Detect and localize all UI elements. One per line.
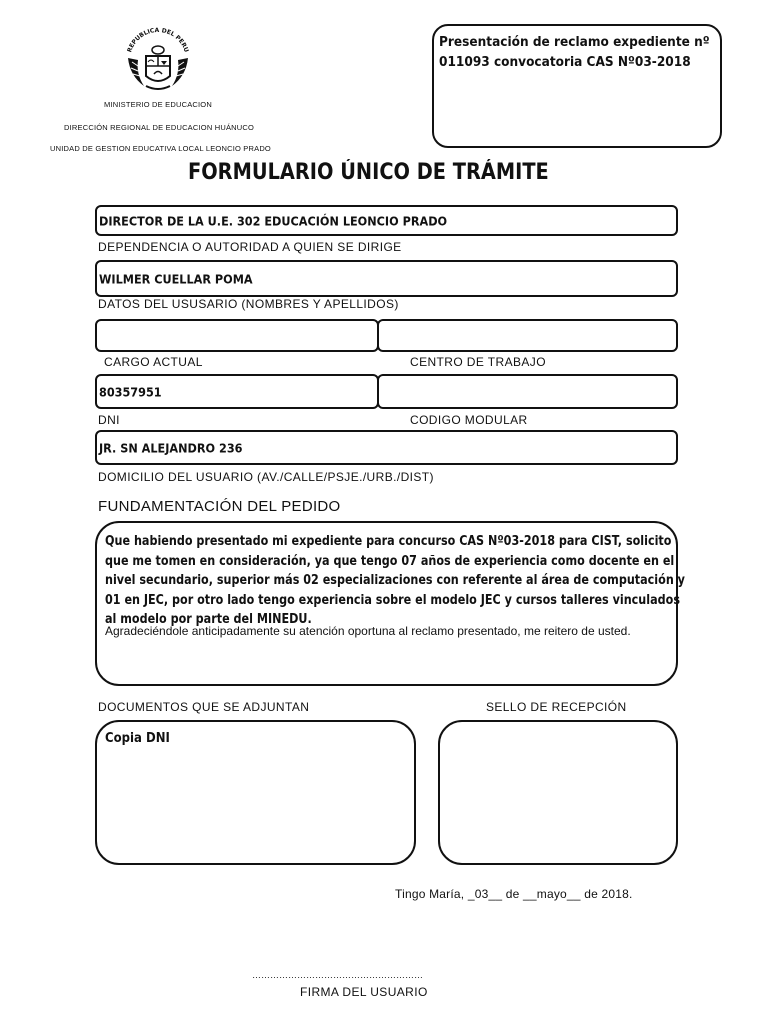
fundamentacion-box[interactable]	[95, 521, 685, 686]
domicilio-label: DOMICILIO DEL USUARIO (AV./CALLE/PSJE./URB./DIST)	[98, 470, 434, 484]
fundamentacion-line: 01 en JEC, por otro lado tengo experiencia sobre el modelo JEC y cursos talleres vinculados	[105, 592, 680, 608]
firma-label: FIRMA DEL USUARIO	[300, 985, 428, 999]
reference-line-2: 011093 convocatoria CAS Nº03-2018	[439, 54, 691, 70]
fundamentacion-line: nivel secundario, superior más 02 especializaciones con referente al área de computación y	[105, 573, 685, 588]
user-name-field[interactable]	[95, 260, 678, 297]
firma-dotted-line: …………………………………………………	[252, 970, 423, 980]
ministry-name: MINISTERIO DE EDUCACION	[104, 100, 212, 109]
codigo-modular-field[interactable]	[377, 374, 678, 409]
fecha-lugar: Tingo María, _03__ de __mayo__ de 2018.	[395, 887, 633, 901]
sello-label: SELLO DE RECEPCIÓN	[486, 700, 627, 714]
cargo-field[interactable]	[95, 319, 379, 352]
dni-label: DNI	[98, 413, 120, 427]
user-name-label: DATOS DEL USUSARIO (NOMBRES Y APELLIDOS)	[98, 297, 399, 311]
authority-label: DEPENDENCIA O AUTORIDAD A QUIEN SE DIRIGE	[98, 240, 402, 254]
fundamentacion-line: que me tomen en consideración, ya que tengo 07 años de experiencia como docente en el	[105, 553, 675, 569]
dni-value: 80357951	[99, 384, 162, 399]
peru-coat-of-arms-seal	[118, 20, 198, 100]
ugel-name: UNIDAD DE GESTION EDUCATIVA LOCAL LEONCIO PRADO	[50, 144, 271, 153]
domicilio-field[interactable]	[95, 430, 678, 465]
seal-text: REPUBLICA DEL PERU	[126, 26, 190, 54]
user-name-value: WILMER CUELLAR POMA	[99, 271, 253, 286]
sello-recepcion-box	[438, 720, 678, 865]
documentos-box[interactable]	[95, 720, 416, 865]
fundamentacion-line: al modelo por parte del MINEDU.	[105, 612, 312, 627]
authority-value: DIRECTOR DE LA U.E. 302 EDUCACIÓN LEONCIO PRADO	[99, 213, 448, 228]
documentos-label: DOCUMENTOS QUE SE ADJUNTAN	[98, 700, 310, 714]
reference-box	[432, 24, 722, 148]
centro-trabajo-label: CENTRO DE TRABAJO	[410, 355, 546, 369]
fundamentacion-label: FUNDAMENTACIÓN DEL PEDIDO	[98, 498, 341, 515]
reference-line-1: Presentación de reclamo expediente nº	[439, 34, 710, 50]
regional-directorate: DIRECCIÓN REGIONAL DE EDUCACION HUÁNUCO	[64, 123, 255, 132]
cargo-label: CARGO ACTUAL	[104, 355, 203, 369]
centro-trabajo-field[interactable]	[377, 319, 678, 352]
dni-field[interactable]	[95, 374, 379, 409]
codigo-modular-label: CODIGO MODULAR	[410, 413, 528, 427]
documentos-value: Copia DNI	[105, 731, 170, 746]
svg-text:REPUBLICA DEL PERU	[126, 27, 190, 53]
domicilio-value: JR. SN ALEJANDRO 236	[99, 440, 243, 455]
form-title: FORMULARIO ÚNICO DE TRÁMITE	[188, 160, 549, 185]
fundamentacion-line: Que habiendo presentado mi expediente para concurso CAS Nº03-2018 para CIST, solicito	[105, 534, 672, 549]
authority-field[interactable]	[95, 205, 678, 236]
agradecimiento-text: Agradeciéndole anticipadamente su atención oportuna al reclamo presentado, me reitero de usted.	[105, 624, 631, 638]
